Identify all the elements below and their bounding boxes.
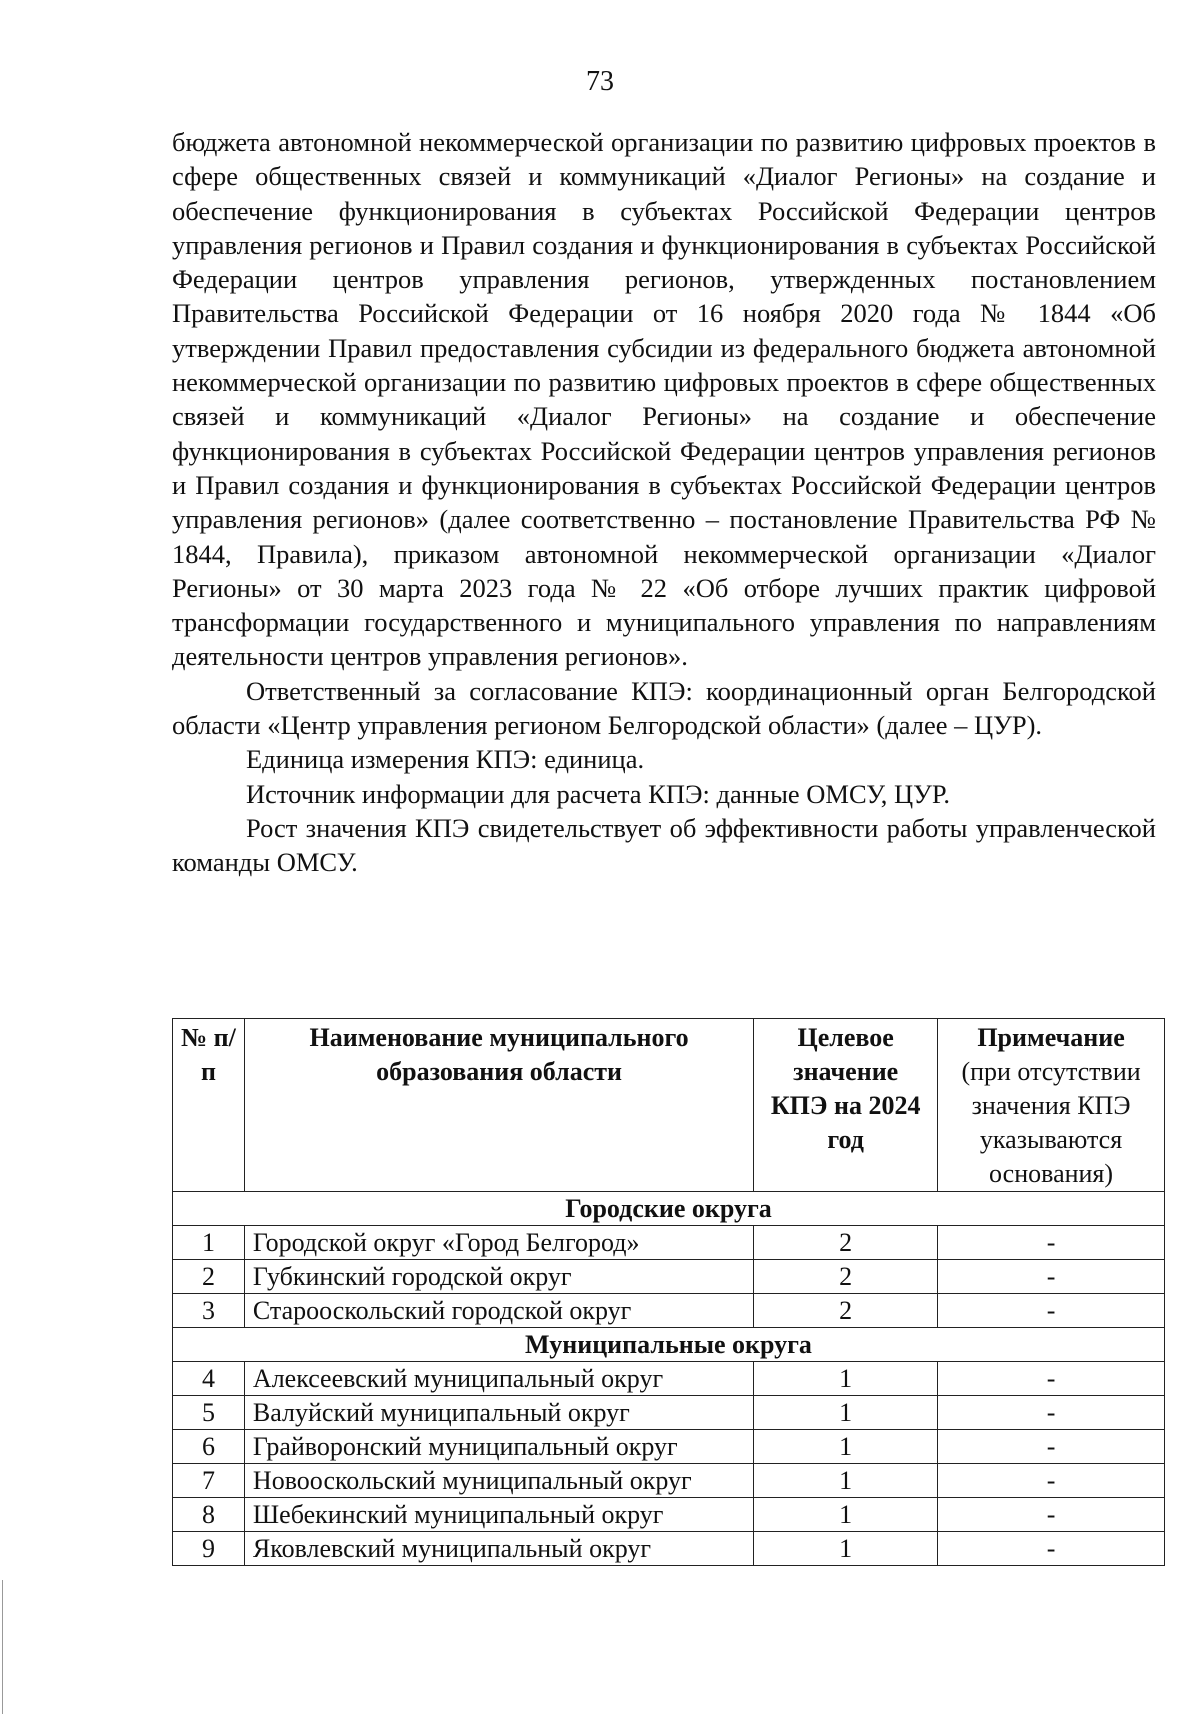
section-row — [173, 1192, 1165, 1226]
row-name: Губкинский городской округ — [244, 1260, 753, 1294]
paragraph-unit: Единица измерения КПЭ: единица. — [246, 744, 645, 775]
row-name: Новооскольский муниципальный округ — [244, 1464, 753, 1498]
paragraph-growth: Рост значения КПЭ свидетельствует об эффективности работы управленческой команды ОМСУ. — [172, 812, 1156, 878]
row-note: - — [938, 1362, 1165, 1396]
paragraph-responsible: Ответственный за согласование КПЭ: координационный орган Белгородской области «Центр управления регионом Белгородской области» (далее – ЦУР). — [172, 675, 1156, 741]
row-name: Шебекинский муниципальный округ — [244, 1498, 753, 1532]
section-title: Городские округа — [173, 1192, 1165, 1226]
row-value: 1 — [754, 1430, 938, 1464]
row-value: 2 — [754, 1294, 938, 1328]
table-row — [173, 1294, 1165, 1328]
row-num: 9 — [173, 1532, 245, 1566]
row-name: Яковлевский муниципальный округ — [244, 1532, 753, 1566]
row-note: - — [938, 1498, 1165, 1532]
table-row — [173, 1430, 1165, 1464]
header-note — [938, 1019, 1165, 1192]
kpe-table — [172, 1018, 1165, 1566]
scan-edge-line — [2, 1580, 3, 1714]
document-body — [172, 125, 1156, 880]
row-num: 2 — [173, 1260, 245, 1294]
table-row — [173, 1532, 1165, 1566]
table-row — [173, 1226, 1165, 1260]
row-name: Городской округ «Город Белгород» — [244, 1226, 753, 1260]
table-header-row — [173, 1019, 1165, 1192]
row-value: 2 — [754, 1226, 938, 1260]
row-note: - — [938, 1260, 1165, 1294]
row-num: 8 — [173, 1498, 245, 1532]
header-note-subtitle: (при отсутствии значения КПЭ указываются основания) — [961, 1057, 1141, 1188]
row-value: 2 — [754, 1260, 938, 1294]
row-value: 1 — [754, 1498, 938, 1532]
page-number: 73 — [586, 66, 614, 97]
table-row — [173, 1260, 1165, 1294]
section-row — [173, 1328, 1165, 1362]
row-name: Старооскольский городской округ — [244, 1294, 753, 1328]
header-name: Наименование муниципального образования области — [244, 1019, 753, 1192]
row-note: - — [938, 1226, 1165, 1260]
row-num: 6 — [173, 1430, 245, 1464]
row-name: Валуйский муниципальный округ — [244, 1396, 753, 1430]
row-note: - — [938, 1532, 1165, 1566]
row-num: 7 — [173, 1464, 245, 1498]
paragraph-source: Источник информации для расчета КПЭ: данные ОМСУ, ЦУР. — [246, 778, 950, 809]
paragraph-legal-basis: бюджета автономной некоммерческой организации по развитию цифровых проектов в сфере общественных связей и коммуникаций «Диалог Регионы» на создание и обеспечение функционирования в субъектах Российской Федерации центров управления регионов и Правил создания и функционирования в субъектах Российской Федерации центров управления регионов, утвержденных постановлением Правительства Российской Федерации от 16 ноября 2020 года № 1844 «Об утверждении Правил предоставления субсидии из федерального бюджета автономной некоммерческой организации по развитию цифровых проектов в сфере общественных связей и коммуникаций «Диалог Регионы» на создание и обеспечение функционирования в субъектах Российской Федерации центров управления регионов и Правил создания и функционирования в субъектах Российской Федерации центров управления регионов» (далее соответственно – постановление Правительства РФ № 1844, Правила), приказом автономной некоммерческой организации «Диалог Регионы» от 30 марта 2023 года № 22 «Об отборе лучших практик цифровой трансформации государственного и муниципального управления по направлениям деятельности центров управления регионов». — [172, 127, 1156, 672]
row-note: - — [938, 1430, 1165, 1464]
row-note: - — [938, 1396, 1165, 1430]
row-note: - — [938, 1464, 1165, 1498]
row-value: 1 — [754, 1396, 938, 1430]
row-value: 1 — [754, 1532, 938, 1566]
table-row — [173, 1464, 1165, 1498]
header-num: № п/п — [173, 1019, 245, 1192]
section-title: Муниципальные округа — [173, 1328, 1165, 1362]
row-value: 1 — [754, 1464, 938, 1498]
row-num: 3 — [173, 1294, 245, 1328]
header-note-title: Примечание — [977, 1023, 1125, 1052]
table-row — [173, 1396, 1165, 1430]
row-num: 5 — [173, 1396, 245, 1430]
row-name: Грайворонский муниципальный округ — [244, 1430, 753, 1464]
table-row — [173, 1362, 1165, 1396]
row-num: 1 — [173, 1226, 245, 1260]
row-note: - — [938, 1294, 1165, 1328]
row-value: 1 — [754, 1362, 938, 1396]
table-row — [173, 1498, 1165, 1532]
header-value: Целевое значение КПЭ на 2024 год — [754, 1019, 938, 1192]
row-num: 4 — [173, 1362, 245, 1396]
row-name: Алексеевский муниципальный округ — [244, 1362, 753, 1396]
